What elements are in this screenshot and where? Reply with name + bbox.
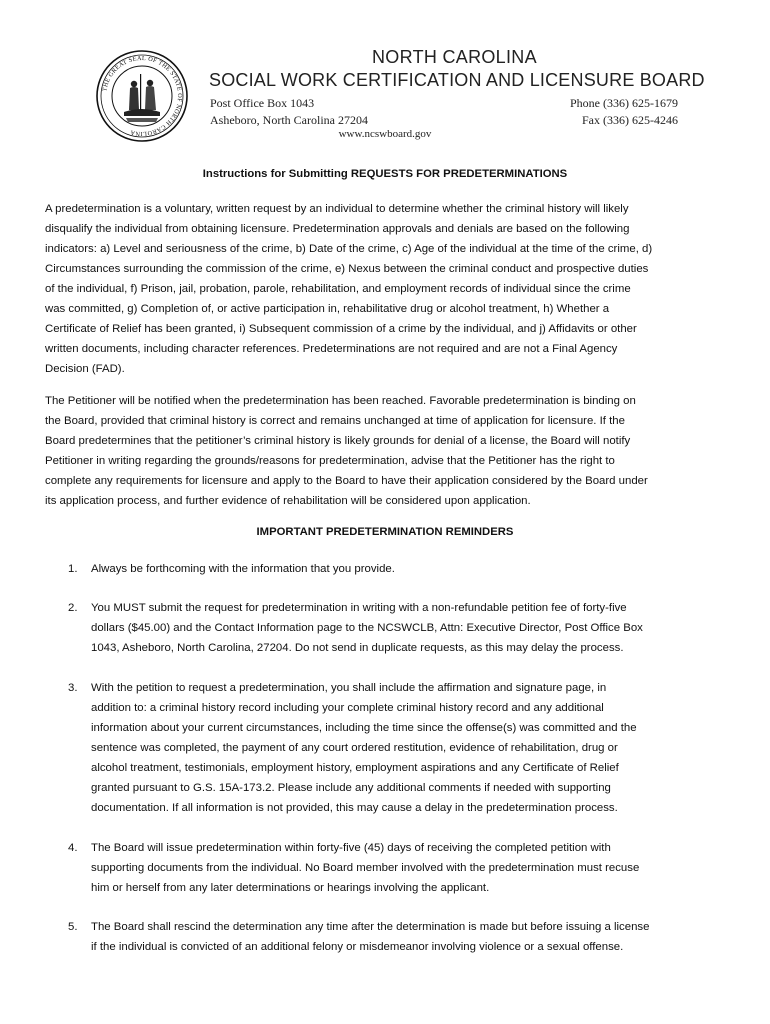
reminder-line: if the individual is convicted of an additional felony or misdemeanor involving violence or a sexual offense. bbox=[91, 941, 624, 953]
reminder-text bbox=[91, 917, 741, 957]
notice-line: its application process, and further evidence of rehabilitation will be considered upon application. bbox=[45, 495, 531, 507]
notice-line: The Petitioner will be notified when the predetermination has been reached. Favorable predetermination is binding on bbox=[45, 395, 636, 407]
po-box: Post Office Box 1043 bbox=[210, 96, 315, 110]
reminder-line: him or herself from any later determinations or hearings involving the applicant. bbox=[91, 882, 490, 894]
reminder-number: 5. bbox=[68, 921, 78, 933]
reminder-number: 3. bbox=[68, 682, 78, 694]
reminders-heading: IMPORTANT PREDETERMINATION REMINDERS bbox=[256, 526, 514, 538]
intro-line: written documents, including character references. Predeterminations are not required and are not a Final Agency bbox=[45, 343, 618, 355]
reminder-line: sentence was completed, the payment of any court ordered restitution, evidence of rehabilitation, drug or bbox=[91, 742, 618, 754]
org-name-line2: SOCIAL WORK CERTIFICATION AND LICENSURE BOARD bbox=[209, 70, 705, 90]
reminder-number: 4. bbox=[68, 842, 78, 854]
intro-line: A predetermination is a voluntary, written request by an individual to determine whether the criminal history will likely bbox=[45, 203, 629, 215]
reminder-line: addition to: a criminal history record including your complete criminal history record and any additional bbox=[91, 702, 604, 714]
intro-line: Circumstances surrounding the commission of the crime, e) Nexus between the criminal conduct and prospective duties bbox=[45, 263, 649, 275]
intro-line: indicators: a) Level and seriousness of the crime, b) Date of the crime, c) Age of the individual at the time of the crime, d) bbox=[45, 243, 653, 255]
intro-line: Certificate of Relief has been granted, i) Subsequent commission of a crime by the individual, and j) Affidavits or other bbox=[45, 323, 637, 335]
reminder-text bbox=[91, 598, 741, 658]
reminder-text bbox=[91, 559, 741, 579]
reminder-line: information about your current circumstances, including the time since the offense(s) was committed and the bbox=[91, 722, 637, 734]
reminder-line: Always be forthcoming with the information that you provide. bbox=[91, 563, 395, 575]
reminder-line: alcohol treatment, testimonials, employment history, employment aspirations and any Certificate of Relief bbox=[91, 762, 619, 774]
intro-line: disqualify the individual from obtaining licensure. Predetermination approvals and denials are based on the following bbox=[45, 223, 630, 235]
reminder-line: granted pursuant to G.S. 15A-173.2. Please include any additional comments if needed with supporting bbox=[91, 782, 611, 794]
reminder-line: documentation. If all information is not provided, this may cause a delay in the predetermination process. bbox=[91, 802, 618, 814]
reminder-line: 1043, Asheboro, North Carolina, 27204. Do not send in duplicate requests, as this may delay the process. bbox=[91, 642, 624, 654]
reminder-number: 1. bbox=[68, 563, 78, 575]
reminder-line: The Board shall rescind the determination any time after the determination is made but before issuing a license bbox=[91, 921, 650, 933]
reminder-text bbox=[91, 678, 741, 818]
notice-line: the Board, provided that criminal history is correct and remains unchanged at time of application for licensure. If the bbox=[45, 415, 625, 427]
notice-paragraph bbox=[45, 391, 735, 511]
org-name-line1: NORTH CAROLINA bbox=[372, 47, 537, 67]
intro-paragraph bbox=[45, 199, 735, 379]
reminder-number: 2. bbox=[68, 602, 78, 614]
intro-line: was committed, g) Completion of, or active participation in, rehabilitative drug or alcohol treatment, h) Whether a bbox=[45, 303, 610, 315]
document-title: Instructions for Submitting REQUESTS FOR PREDETERMINATIONS bbox=[202, 168, 568, 180]
reminder-text bbox=[91, 838, 741, 898]
reminder-line: The Board will issue predetermination within forty-five (45) days of receiving the completed petition with bbox=[91, 842, 611, 854]
notice-line: complete any requirements for licensure and apply to the Board to have their application considered by the Board under bbox=[45, 475, 648, 487]
reminder-line: With the petition to request a predetermination, you shall include the affirmation and signature page, in bbox=[91, 682, 607, 694]
fax-number: Fax (336) 625-4246 bbox=[582, 113, 678, 127]
intro-line: of the individual, f) Prison, jail, probation, parole, rehabilitation, and employment records of individual since the crime bbox=[45, 283, 631, 295]
notice-line: Petitioner in writing regarding the grounds/reasons for predetermination, advise that the Petitioner has the right to bbox=[45, 455, 615, 467]
city-address: Asheboro, North Carolina 27204 bbox=[210, 113, 368, 127]
reminder-line: dollars ($45.00) and the Contact Information page to the NCSWCLB, Attn: Executive Director, Post Office Box bbox=[91, 622, 643, 634]
phone-number: Phone (336) 625-1679 bbox=[570, 96, 678, 110]
intro-line: Decision (FAD). bbox=[45, 363, 125, 375]
notice-line: Board predetermines that the petitioner’s criminal history is likely grounds for denial of a license, the Board will notify bbox=[45, 435, 631, 447]
reminder-line: supporting documents from the individual. No Board member involved with the predetermination must recuse bbox=[91, 862, 640, 874]
reminder-line: You MUST submit the request for predetermination in writing with a non-refundable petition fee of forty-five bbox=[91, 602, 627, 614]
svg-text:THE GREAT SEAL OF THE STATE OF: THE GREAT SEAL OF THE STATE OF NORTH CAROLINA bbox=[101, 54, 184, 138]
website-link[interactable]: www.ncswboard.gov bbox=[338, 128, 432, 140]
